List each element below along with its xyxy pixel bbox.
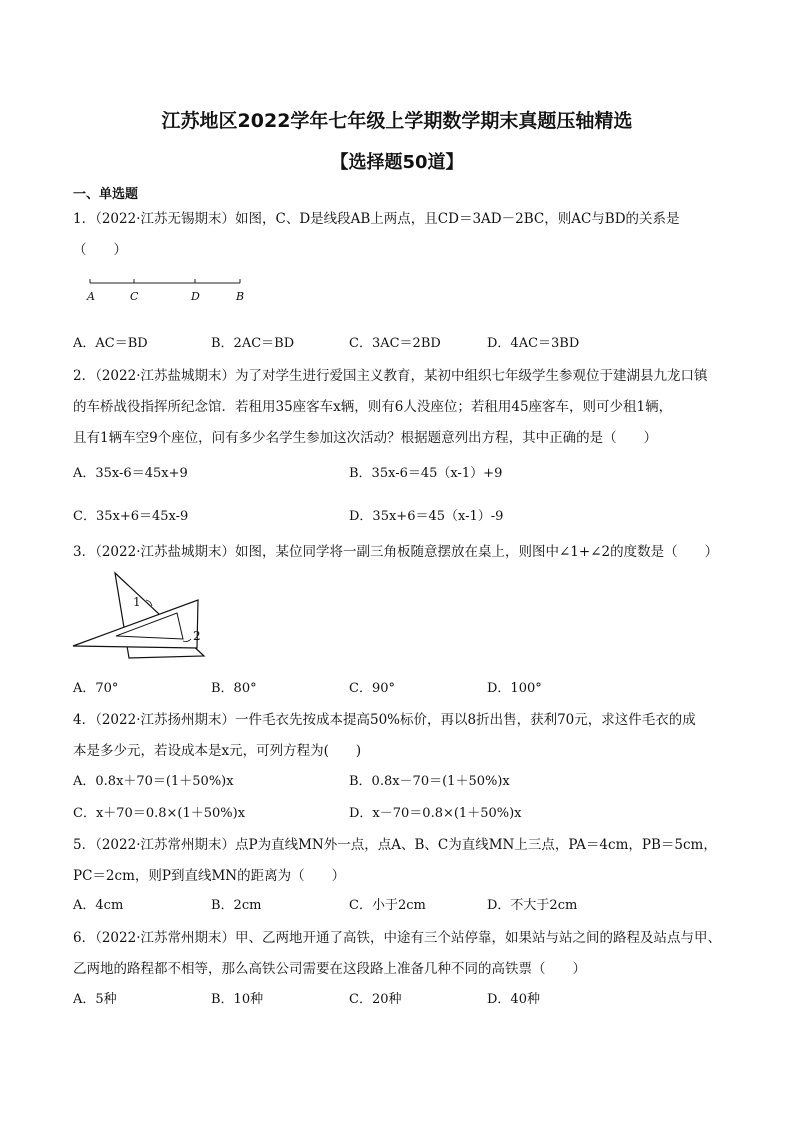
question-4-line-2: 本是多少元，若设成本是x元，可列方程为( ) (73, 743, 362, 759)
q3-option-d: D．100° (487, 681, 542, 696)
q4-option-d: D．x－70＝0.8×(1＋50%)x (349, 806, 522, 821)
question-4-line-1: 4．（2022·江苏扬州期末）一件毛衣先按成本提高50%标价，再以8折出售，获利70元，求这件毛衣的成 (73, 712, 696, 728)
q6-option-d: D．40种 (487, 992, 540, 1007)
question-2-line-2: 的车桥战役指挥所纪念馆．若租用35座客车x辆，则有6人没座位；若租用45座客车，则可少租1辆， (73, 399, 673, 415)
q1-option-a: A．AC＝BD (73, 336, 148, 351)
question-2-line-1: 2．（2022·江苏盐城期末）为了对学生进行爱国主义教育，某初中组织七年级学生参观位于建湖县九龙口镇 (73, 368, 708, 384)
q6-option-c: C．20种 (349, 992, 402, 1007)
point-label-d: D (191, 290, 200, 303)
section-heading: 一、单选题 (73, 187, 139, 202)
q6-option-a: A．5种 (73, 992, 117, 1007)
q3-option-a: A．70° (73, 681, 119, 696)
q4-option-a: A．0.8x＋70＝(1＋50%)x (73, 774, 234, 789)
q2-option-d: D．35x+6＝45（x-1）-9 (349, 509, 504, 524)
q1-option-d: D．4AC＝3BD (487, 336, 580, 351)
q6-option-b: B．10种 (211, 992, 264, 1007)
question-2-line-3: 且有1辆车空9个座位，问有多少名学生参加这次活动？根据题意列出方程，其中正确的是（ ） (73, 430, 658, 446)
question-1-line-2: （ ） (73, 242, 127, 258)
q5-option-d: D．不大于2cm (487, 898, 578, 913)
question-6-line-1: 6．（2022·江苏常州期末）甲、乙两地开通了高铁，中途有三个站停靠，如果站与站之间的路程及站点与甲、 (73, 930, 721, 946)
question-6-line-2: 乙两地的路程都不相等，那么高铁公司需要在这段路上准备几种不同的高铁票（ ） (73, 961, 586, 977)
q2-option-b: B．35x-6＝45（x-1）+9 (349, 466, 503, 481)
question-5-line-2: PC＝2cm，则P到直线MN的距离为（ ） (73, 868, 346, 884)
angle-label-2: 2 (193, 629, 201, 643)
angle-label-1: 1 (133, 595, 141, 609)
q1-option-b: B．2AC＝BD (211, 336, 295, 351)
q4-option-b: B．0.8x－70＝(1＋50%)x (349, 774, 510, 789)
q3-option-b: B．80° (211, 681, 257, 696)
question-1-line-1: 1．（2022·江苏无锡期末）如图，C、D是线段AB上两点，且CD＝3AD－2BC，则AC与BD的关系是 (73, 211, 680, 227)
point-label-c: C (130, 290, 139, 303)
point-label-b: B (236, 290, 245, 303)
q5-option-c: C．小于2cm (349, 898, 426, 913)
page-title: 江苏地区2022学年七年级上学期数学期末真题压轴精选 (161, 110, 633, 132)
q1-option-c: C．3AC＝2BD (349, 336, 441, 351)
segment-figure (84, 275, 254, 305)
point-label-a: A (87, 290, 95, 303)
q2-option-a: A．35x-6＝45x+9 (73, 466, 188, 481)
page-subtitle: 【选择题50道】 (330, 152, 464, 173)
q3-option-c: C．90° (349, 681, 395, 696)
question-5-line-1: 5．（2022·江苏常州期末）点P为直线MN外一点，点A、B、C为直线MN上三点，PA＝4cm，PB＝5cm， (73, 837, 717, 853)
q5-option-b: B．2cm (211, 898, 262, 913)
q5-option-a: A．4cm (73, 898, 124, 913)
question-3-line-1: 3．（2022·江苏盐城期末）如图，某位同学将一副三角板随意摆放在桌上，则图中∠1+∠2的度数是（ ） (73, 544, 719, 560)
q4-option-c: C．x＋70＝0.8×(1＋50%)x (73, 806, 246, 821)
q2-option-c: C．35x+6＝45x-9 (73, 509, 189, 524)
triangle-rulers-figure (70, 570, 220, 662)
